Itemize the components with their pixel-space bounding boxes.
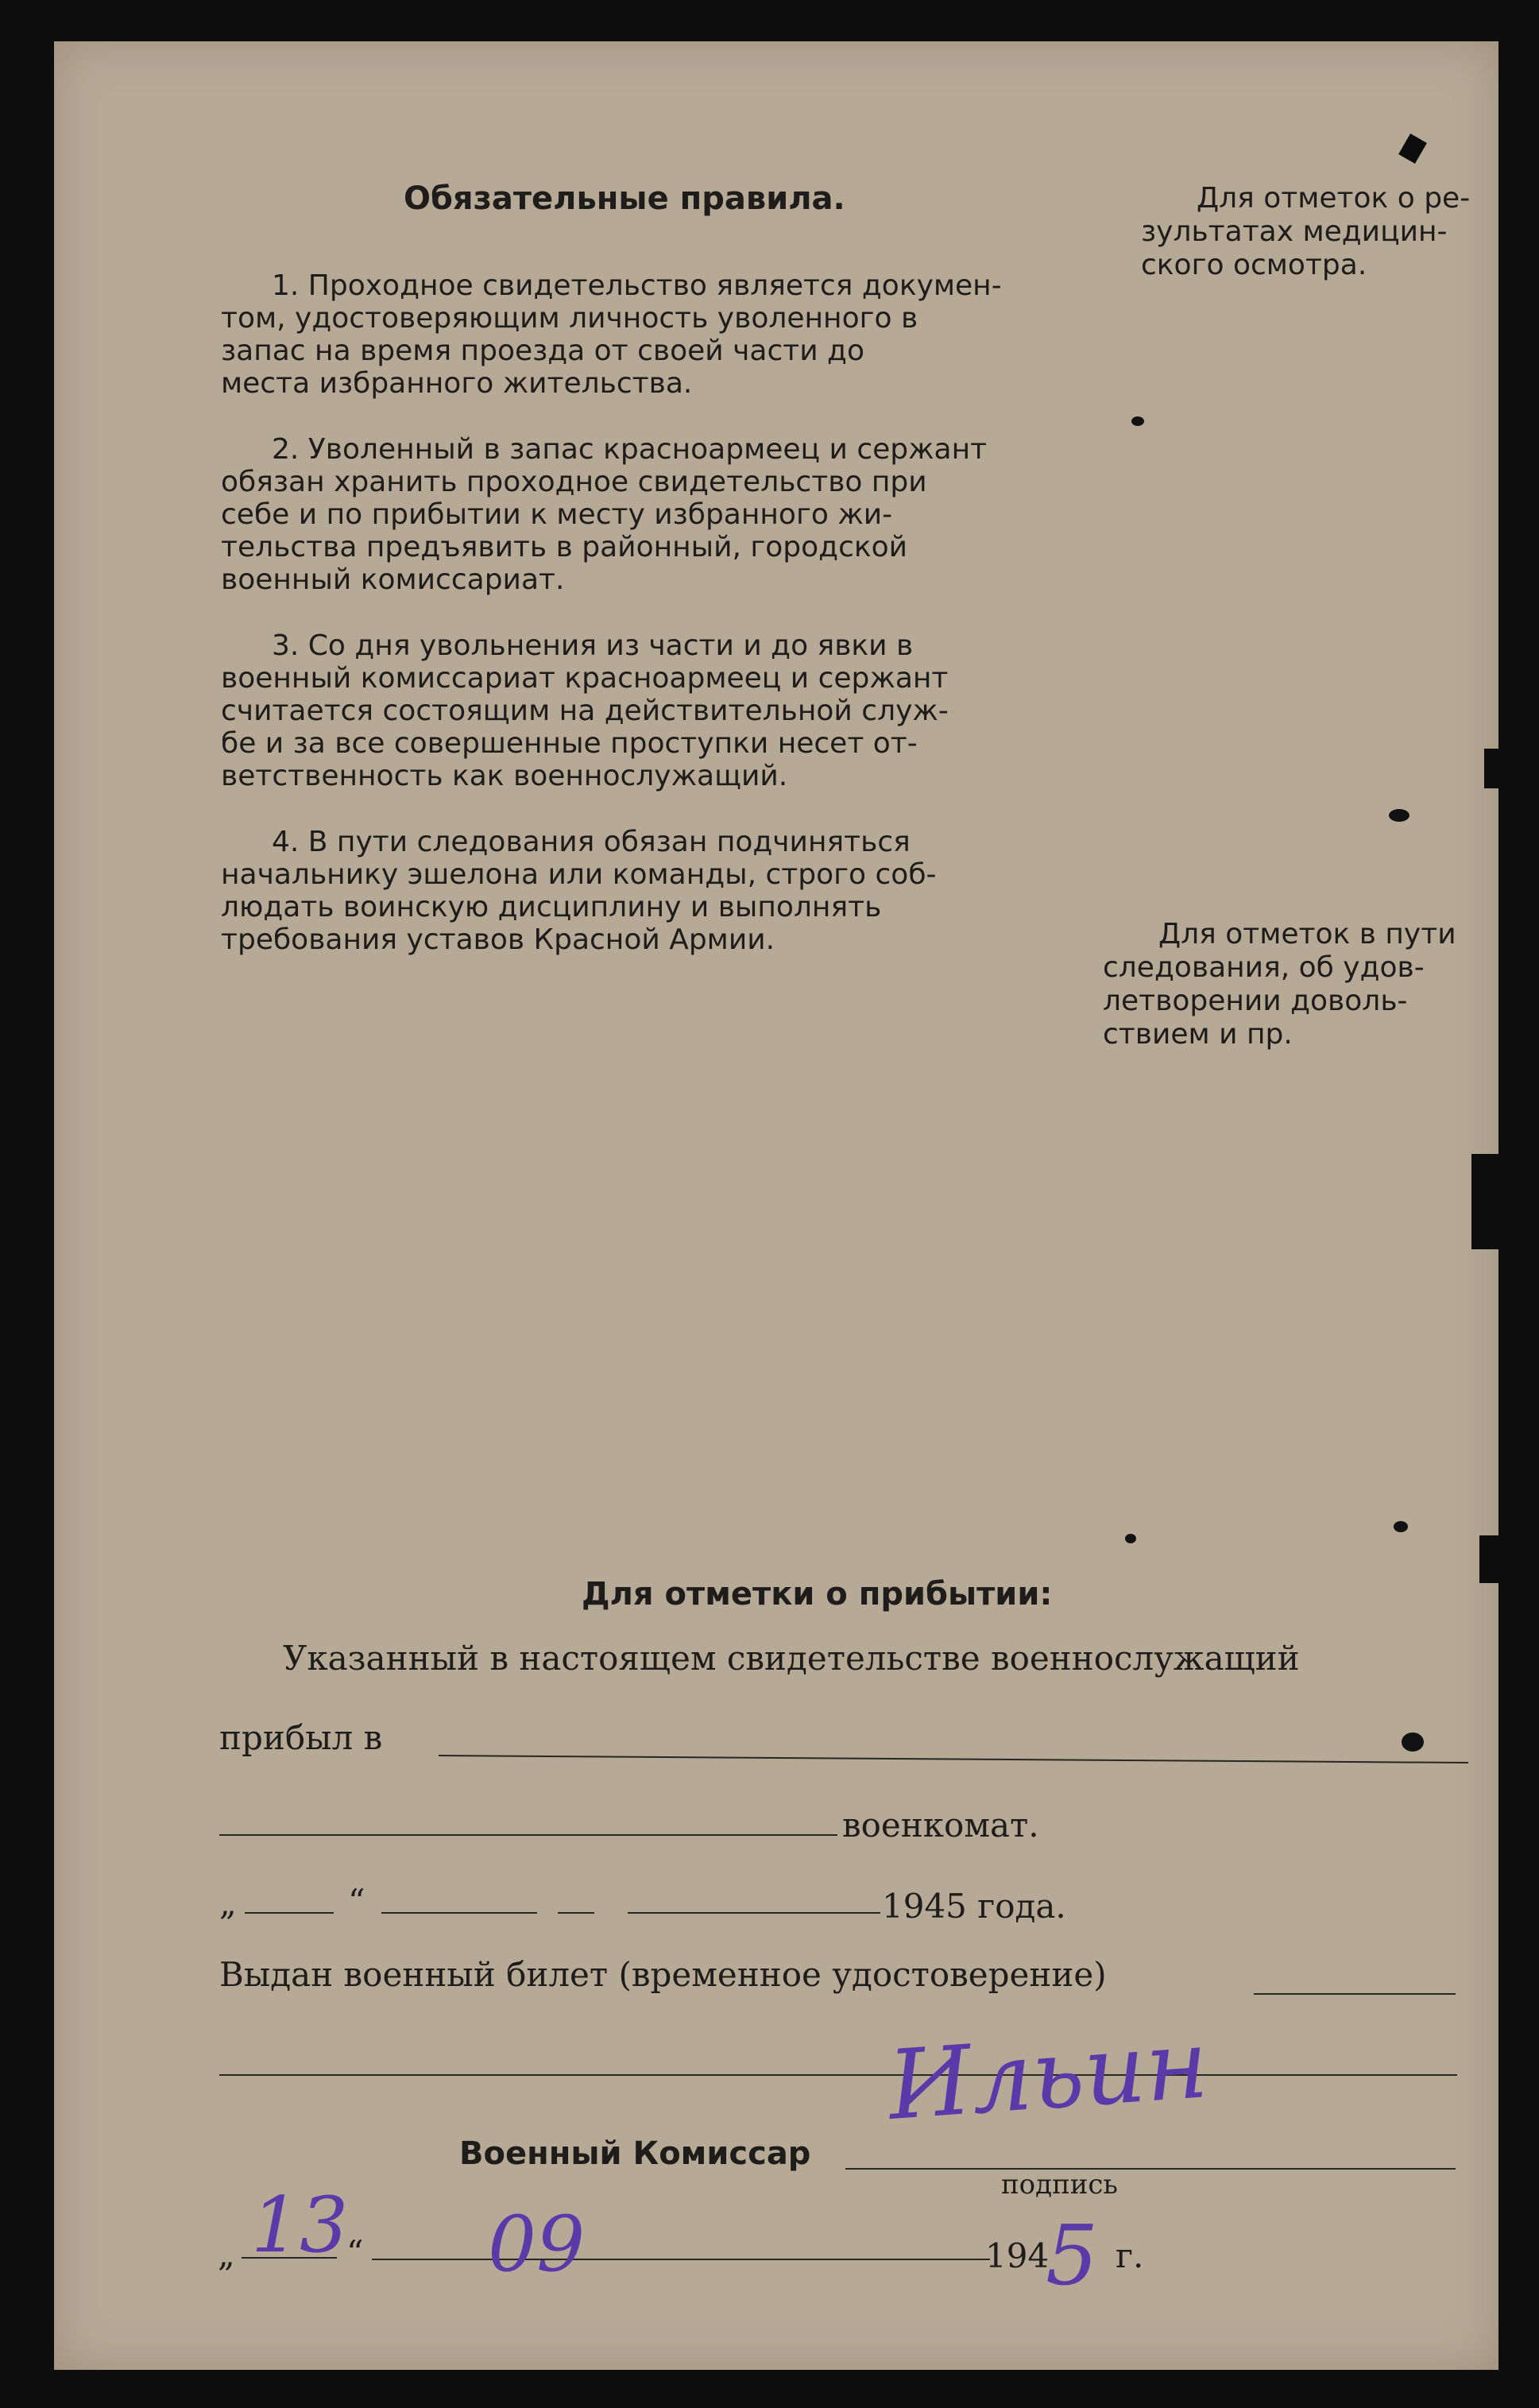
rule-line: места избранного жительства. [221,367,693,400]
torn-edge [1471,1154,1498,1249]
footer-day-blank [242,2257,337,2259]
rule-line: требования уставов Красной Армии. [221,923,775,956]
rule-line: тельства предъявить в районный, городской [221,531,908,563]
footer-g-label: г. [1116,2236,1144,2275]
rule-line: 2. Уволенный в запас красноармеец и сержант [272,433,988,466]
torn-edge [1479,1535,1498,1583]
paper-hole [1389,809,1409,822]
commissar-signature: Ильин [884,2009,1212,2142]
arrived-blank [439,1755,1468,1763]
footer-year-printed: 194 [985,2236,1050,2275]
rule-line: людать воинскую дисциплину и выполнять [221,891,882,923]
date-year-label: 1945 года. [882,1887,1066,1926]
side-note-line: ского осмотра. [1141,249,1367,281]
rule-line: обязан хранить проходное свидетельство при [221,466,927,498]
side-note-line: следования, об удов- [1103,951,1425,984]
rule-line: начальнику эшелона или команды, строго соб- [221,858,937,891]
rule-line: запас на время проезда от своей части до [221,335,864,367]
ticket-blank [1254,1993,1456,1995]
date-open-quote: „ [219,1883,237,1922]
rule-line: том, удостоверяющим личность уволенного в [221,302,918,335]
rule-line: 4. В пути следования обязан подчиняться [272,826,911,858]
side-note-line: Для отметок о ре- [1197,182,1471,215]
rule-line: себе и по прибытии к месту избранного жи- [221,498,893,531]
side-note-line: зультатах медицин- [1141,215,1448,248]
paper-hole [1131,416,1144,426]
voenkomat-blank [219,1834,837,1836]
footer-day: 13 [251,2181,349,2270]
footer-month-blank [372,2259,990,2260]
footer-open-quote: „ [218,2235,235,2274]
document-sheet [54,41,1498,2370]
rules-title: Обязательные правила. [404,180,845,217]
date-year-blank [628,1912,880,1914]
side-note-line: ствием и пр. [1103,1018,1293,1051]
paper-hole [1394,1521,1408,1532]
paper-hole [1125,1534,1136,1543]
date-month-blank [381,1912,537,1914]
rule-line: 1. Проходное свидетельство является докумен- [272,269,1002,302]
rule-line: 3. Со дня увольнения из части и до явки в [272,629,914,662]
paper-hole [1402,1732,1424,1752]
side-note-line: летворении доволь- [1103,985,1408,1017]
torn-edge [1484,749,1498,788]
footer-year-hand: 5 [1046,2207,1099,2304]
rule-line: бе и за все совершенные проступки несет от- [221,727,918,760]
rule-line: ветственность как военнослужащий. [221,760,788,792]
arrived-label: прибыл в [219,1718,383,1757]
footer-month: 09 [488,2200,586,2289]
ticket-blank-2 [219,2074,1457,2076]
arrival-line-1: Указанный в настоящем свидетельстве военнослужащий [283,1639,1300,1678]
date-day-blank [245,1912,334,1914]
signature-caption: подпись [1001,2169,1118,2201]
rule-line: военный комиссариат. [221,563,565,596]
side-note-line: Для отметок в пути [1158,918,1456,950]
date-close-quote: “ [348,1882,365,1921]
arrival-title: Для отметки о прибытии: [582,1576,1053,1612]
commissar-signature-blank [845,2168,1456,2170]
ticket-label: Выдан военный билет (временное удостоверение) [219,1955,1107,1994]
commissar-label: Военный Комиссар [459,2135,811,2172]
footer-close-quote: “ [346,2233,364,2272]
torn-edge [1398,134,1427,164]
date-dash [558,1912,594,1914]
voenkomat-label: военкомат. [842,1806,1039,1845]
rule-line: военный комиссариат красноармеец и сержант [221,662,949,695]
rule-line: считается состоящим на действительной служ- [221,695,949,727]
